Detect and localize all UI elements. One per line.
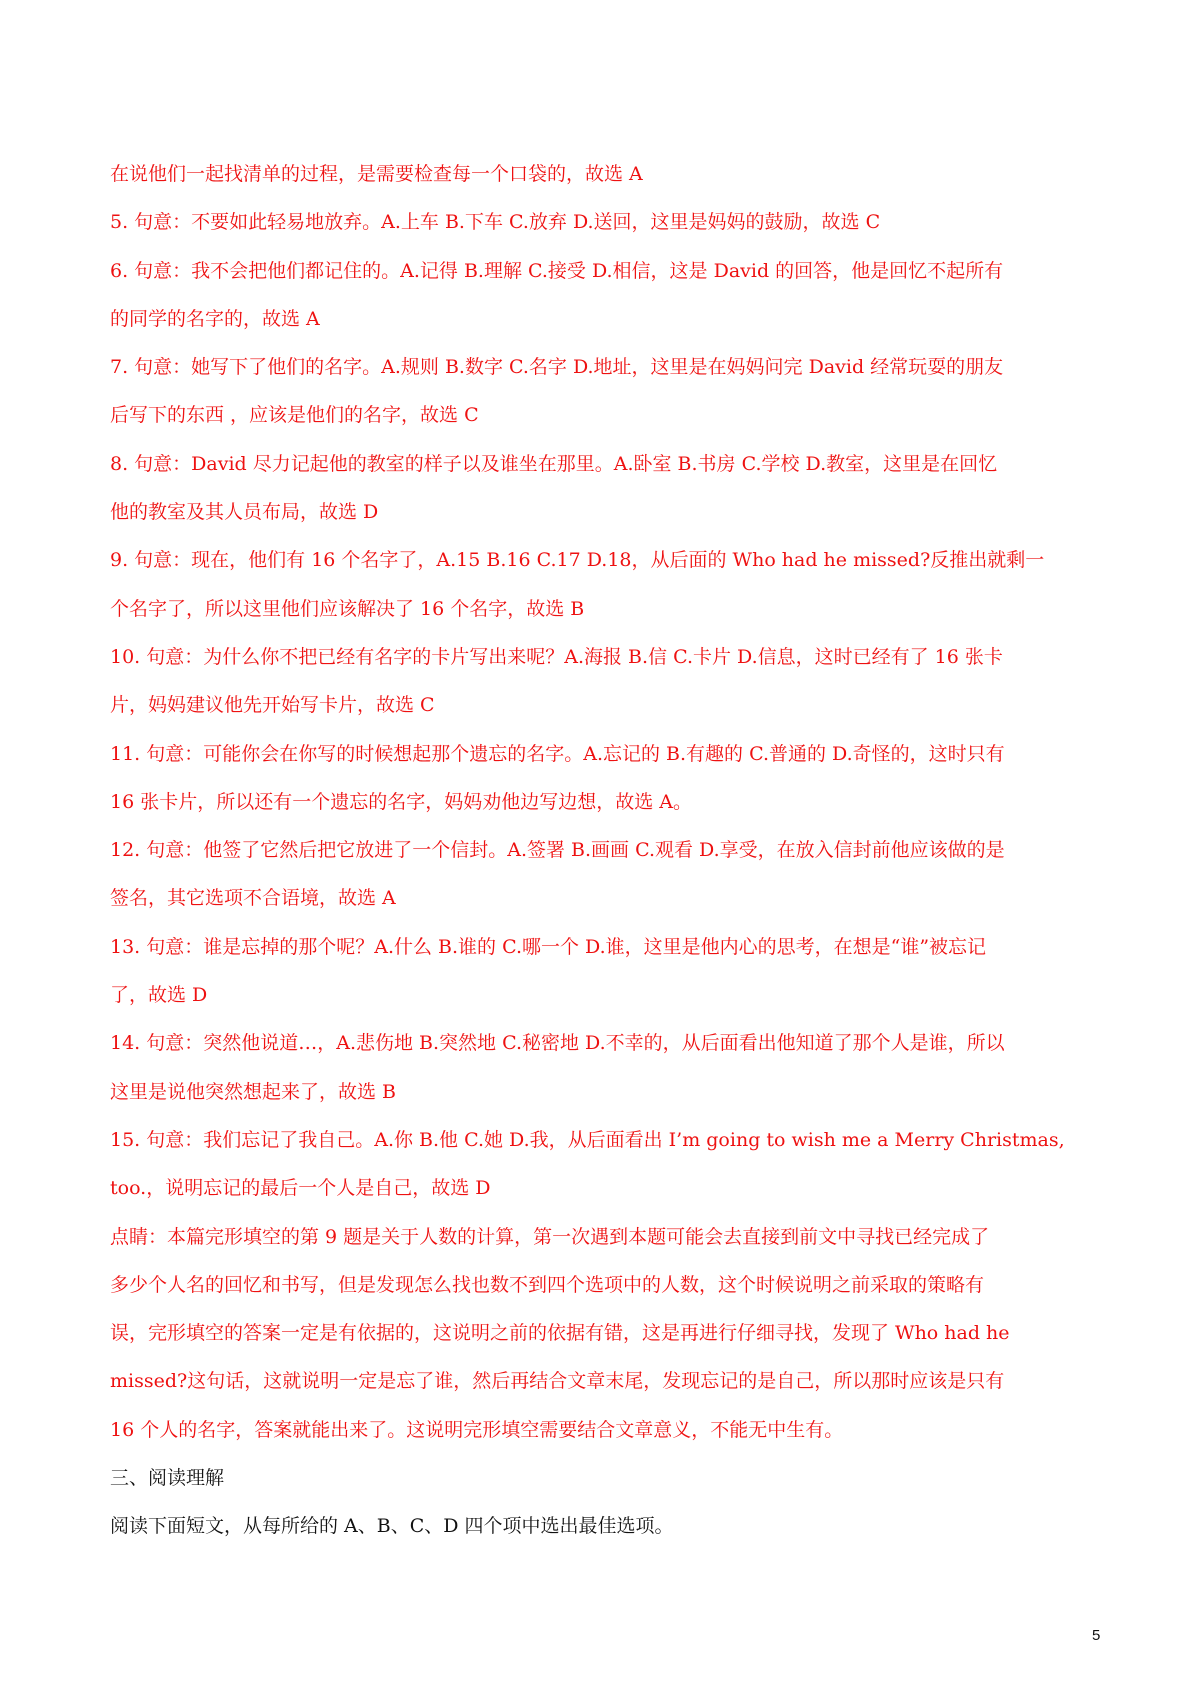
explanation-item-9: 9. 句意：现在，他们有 16 个名字了，A.15 B.16 C.17 D.18，从后面的 Who had he missed?反推出就剩一 <box>110 549 1045 572</box>
explanation-line: 他的教室及其人员布局，故选 D <box>110 501 379 524</box>
explanation-line: 在说他们一起找清单的过程，是需要检查每一个口袋的，故选 A <box>110 163 643 185</box>
explanation-item-5: 5. 句意：不要如此轻易地放弃。A.上车 B.下车 C.放弃 D.送回，这里是妈妈的鼓励，故选 C <box>110 211 881 234</box>
explanation-item-7: 7. 句意：她写下了他们的名字。A.规则 B.数字 C.名字 D.地址，这里是在妈妈问完 David 经常玩耍的朋友 <box>110 356 1004 379</box>
key-point-line: 误，完形填空的答案一定是有依据的，这说明之前的依据有错，这是再进行仔细寻找，发现了 Who had he <box>110 1322 1010 1345</box>
key-point-line: 16 个人的名字，答案就能出来了。这说明完形填空需要结合文章意义，不能无中生有。 <box>110 1418 844 1441</box>
explanation-line: 了，故选 D <box>110 984 208 1007</box>
explanation-item-11: 11. 句意：可能你会在你写的时候想起那个遗忘的名字。A.忘记的 B.有趣的 C.普通的 D.奇怪的，这时只有 <box>110 742 1005 765</box>
section-heading: 三、阅读理解 <box>110 1467 225 1490</box>
page-number: 5 <box>1092 1627 1101 1644</box>
explanation-item-10: 10. 句意：为什么你不把已经有名字的卡片写出来呢？A.海报 B.信 C.卡片 D.信息，这时已经有了 16 张卡 <box>110 645 1003 668</box>
explanation-line: 16 张卡片，所以还有一个遗忘的名字，妈妈劝他边写边想，故选 A。 <box>110 790 692 813</box>
document-body <box>110 150 1100 1551</box>
explanation-line: 片，妈妈建议他先开始写卡片，故选 C <box>110 694 435 717</box>
explanation-line: 后写下的东西 ，应该是他们的名字，故选 C <box>110 404 479 427</box>
key-point-line: missed?这句话，这就说明一定是忘了谁，然后再结合文章末尾，发现忘记的是自己，所以那时应该是只有 <box>110 1370 1005 1393</box>
explanation-item-6: 6. 句意：我不会把他们都记住的。A.记得 B.理解 C.接受 D.相信，这是 David 的回答，他是回忆不起所有 <box>110 259 1004 282</box>
explanation-line: too.，说明忘记的最后一个人是自己，故选 D <box>110 1177 491 1200</box>
key-point-paragraph: 点睛：本篇完形填空的第 9 题是关于人数的计算，第一次遇到本题可能会去直接到前文中寻找已经完成了 <box>110 1225 990 1248</box>
explanation-line: 的同学的名字的，故选 A <box>110 307 320 330</box>
explanation-item-8: 8. 句意：David 尽力记起他的教室的样子以及谁坐在那里。A.卧室 B.书房 C.学校 D.教室，这里是在回忆 <box>110 452 998 475</box>
explanation-item-15: 15. 句意：我们忘记了我自己。A.你 B.他 C.她 D.我，从后面看出 I’m going to wish me a Merry Christmas, <box>110 1128 1065 1151</box>
key-point-line: 多少个人名的回忆和书写，但是发现怎么找也数不到四个选项中的人数，这个时候说明之前采取的策略有 <box>110 1273 985 1296</box>
explanation-line: 个名字了，所以这里他们应该解决了 16 个名字，故选 B <box>110 597 585 620</box>
explanation-line: 这里是说他突然想起来了，故选 B <box>110 1080 397 1103</box>
explanation-line: 签名，其它选项不合语境，故选 A <box>110 887 396 910</box>
section-instructions: 阅读下面短文，从每所给的 A、B、C、D 四个项中选出最佳选项。 <box>110 1515 674 1538</box>
explanation-item-14: 14. 句意：突然他说道…，A.悲伤地 B.突然地 C.秘密地 D.不幸的，从后面看出他知道了那个人是谁，所以 <box>110 1032 1005 1055</box>
explanation-item-13: 13. 句意：谁是忘掉的那个呢？A.什么 B.谁的 C.哪一个 D.谁，这里是他内心的思考，在想是“谁”被忘记 <box>110 935 987 958</box>
explanation-item-12: 12. 句意：他签了它然后把它放进了一个信封。A.签署 B.画画 C.观看 D.享受，在放入信封前他应该做的是 <box>110 839 1005 862</box>
